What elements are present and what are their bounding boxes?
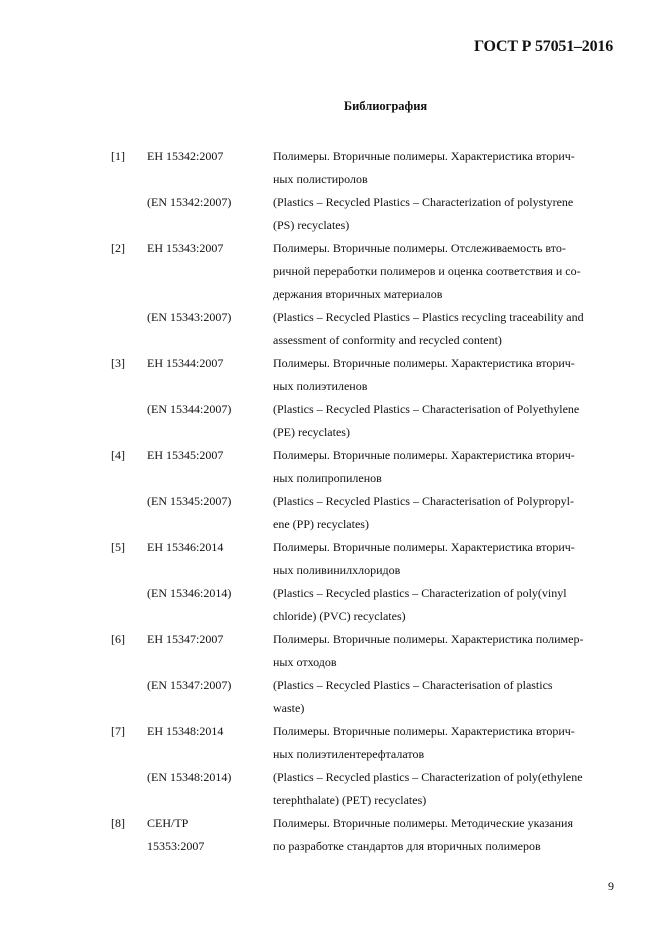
reference-description-line: waste)	[273, 701, 305, 715]
reference-code	[147, 766, 265, 789]
reference-item	[0, 720, 661, 812]
reference-description-line: (Plastics – Recycled Plastics – Characterisation of Polyethylene	[273, 402, 580, 416]
reference-code-line: ЕН 15347:2007	[147, 632, 224, 646]
reference-entry-original	[0, 766, 661, 812]
reference-description-line: Полимеры. Вторичные полимеры. Отслеживаемость вто-	[273, 241, 566, 255]
reference-description	[273, 145, 621, 191]
reference-description-line: Полимеры. Вторичные полимеры. Характеристика вторич-	[273, 448, 575, 462]
reference-item	[0, 444, 661, 536]
reference-number: [4]	[111, 448, 125, 462]
reference-entry-primary	[0, 444, 661, 490]
reference-description-line: terephthalate) (PET) recyclates)	[273, 793, 427, 807]
reference-description	[273, 306, 621, 352]
reference-code	[147, 145, 265, 168]
reference-description-line: ных полипропиленов	[273, 471, 382, 485]
reference-entry-original	[0, 674, 661, 720]
reference-description	[273, 674, 621, 720]
reference-description-line: Полимеры. Вторичные полимеры. Методические указания	[273, 816, 573, 830]
reference-entry-primary	[0, 237, 661, 306]
reference-entry-primary	[0, 145, 661, 191]
reference-number: [3]	[111, 356, 125, 370]
reference-code	[147, 352, 265, 375]
reference-description	[273, 536, 621, 582]
reference-entry-original	[0, 306, 661, 352]
reference-description	[273, 398, 621, 444]
reference-entry-primary	[0, 536, 661, 582]
reference-entry-original	[0, 398, 661, 444]
reference-description-line: chloride) (PVC) recyclates)	[273, 609, 406, 623]
reference-description-line: (Plastics – Recycled plastics – Characterization of poly(vinyl	[273, 586, 567, 600]
reference-number: [1]	[111, 149, 125, 163]
reference-description-line: (PS) recyclates)	[273, 218, 350, 232]
reference-description-line: Полимеры. Вторичные полимеры. Характеристика вторич-	[273, 540, 575, 554]
reference-code	[147, 628, 265, 651]
reference-code	[147, 237, 265, 260]
reference-entry-original	[0, 191, 661, 237]
reference-code-line: ЕН 15343:2007	[147, 241, 224, 255]
reference-item	[0, 812, 661, 858]
reference-number: [8]	[111, 816, 125, 830]
reference-code-line: (EN 15348:2014)	[147, 770, 232, 784]
reference-entry-primary	[0, 812, 661, 858]
reference-code-line: ЕН 15345:2007	[147, 448, 224, 462]
reference-number: [7]	[111, 724, 125, 738]
reference-description	[273, 352, 621, 398]
reference-code	[147, 674, 265, 697]
reference-code-line: (EN 15347:2007)	[147, 678, 232, 692]
reference-number: [5]	[111, 540, 125, 554]
bibliography-title: Библиография	[343, 99, 428, 113]
reference-entry-original	[0, 490, 661, 536]
reference-description-line: ных поливинилхлоридов	[273, 563, 401, 577]
reference-code	[147, 490, 265, 513]
reference-code-line: (EN 15346:2014)	[147, 586, 232, 600]
reference-code-line: (EN 15344:2007)	[147, 402, 232, 416]
reference-description-line: держания вторичных материалов	[273, 287, 443, 301]
reference-code-line: (EN 15345:2007)	[147, 494, 232, 508]
reference-item	[0, 628, 661, 720]
reference-code	[147, 536, 265, 559]
reference-code-line: 15353:2007	[147, 839, 205, 853]
reference-code-line: CEH/TP	[147, 816, 189, 830]
reference-code-line: ЕН 15342:2007	[147, 149, 224, 163]
reference-description-line: (Plastics – Recycled Plastics – Characterization of polystyrene	[273, 195, 574, 209]
reference-description-line: ных полиэтиленов	[273, 379, 368, 393]
reference-description-line: Полимеры. Вторичные полимеры. Характеристика полимер-	[273, 632, 584, 646]
reference-entry-primary	[0, 628, 661, 674]
reference-description-line: ричной переработки полимеров и оценка соответствия и со-	[273, 264, 581, 278]
reference-description-line: ene (PP) recyclates)	[273, 517, 369, 531]
reference-description-line: ных полистиролов	[273, 172, 368, 186]
reference-description-line: Полимеры. Вторичные полимеры. Характеристика вторич-	[273, 724, 575, 738]
reference-description-line: Полимеры. Вторичные полимеры. Характеристика вторич-	[273, 149, 575, 163]
reference-description-line: ных отходов	[273, 655, 337, 669]
reference-description-line: (PE) recyclates)	[273, 425, 350, 439]
reference-description-line: ных полиэтилентерефталатов	[273, 747, 425, 761]
reference-description-line: (Plastics – Recycled plastics – Characterization of poly(ethylene	[273, 770, 583, 784]
reference-number: [2]	[111, 241, 125, 255]
reference-description	[273, 237, 621, 306]
reference-code-line: (EN 15343:2007)	[147, 310, 232, 324]
reference-description	[273, 582, 621, 628]
reference-description	[273, 444, 621, 490]
reference-description	[273, 766, 621, 812]
reference-item	[0, 536, 661, 628]
page-number: 9	[608, 879, 614, 893]
reference-description	[273, 812, 621, 858]
reference-code-line: ЕН 15344:2007	[147, 356, 224, 370]
reference-description	[273, 191, 621, 237]
reference-description-line: (Plastics – Recycled Plastics – Characterisation of Polypropyl-	[273, 494, 574, 508]
reference-code	[147, 444, 265, 467]
reference-entry-original	[0, 582, 661, 628]
reference-entry-primary	[0, 720, 661, 766]
reference-entry-primary	[0, 352, 661, 398]
reference-code	[147, 582, 265, 605]
reference-description-line: по разработке стандартов для вторичных полимеров	[273, 839, 541, 853]
reference-description	[273, 720, 621, 766]
reference-code	[147, 398, 265, 421]
reference-description-line: (Plastics – Recycled Plastics – Characterisation of plastics	[273, 678, 553, 692]
reference-code-line: ЕН 15348:2014	[147, 724, 224, 738]
reference-item	[0, 352, 661, 444]
reference-description-line: Полимеры. Вторичные полимеры. Характеристика вторич-	[273, 356, 575, 370]
reference-number: [6]	[111, 632, 125, 646]
reference-description-line: (Plastics – Recycled Plastics – Plastics recycling traceability and	[273, 310, 584, 324]
reference-list	[0, 145, 661, 858]
reference-code-line: (EN 15342:2007)	[147, 195, 232, 209]
reference-code	[147, 812, 265, 858]
reference-item	[0, 237, 661, 352]
reference-description	[273, 628, 621, 674]
reference-description	[273, 490, 621, 536]
reference-item	[0, 145, 661, 237]
reference-code-line: ЕН 15346:2014	[147, 540, 224, 554]
reference-code	[147, 720, 265, 743]
standard-code-header: ГОСТ Р 57051–2016	[473, 38, 613, 55]
reference-description-line: assessment of conformity and recycled content)	[273, 333, 502, 347]
reference-code	[147, 191, 265, 214]
reference-code	[147, 306, 265, 329]
